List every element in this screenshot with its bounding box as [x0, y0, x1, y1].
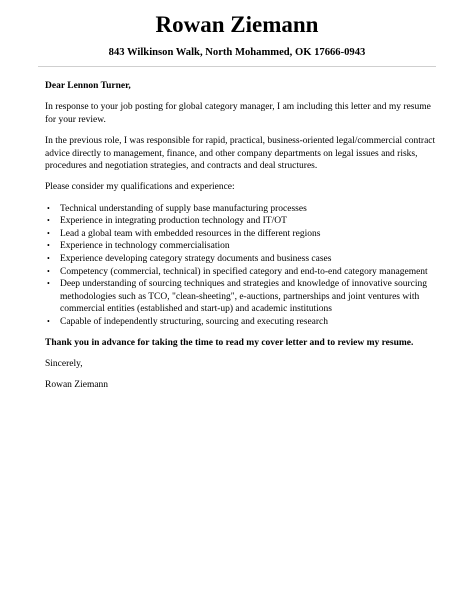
list-item	[45, 215, 437, 228]
bullet-icon: •	[47, 279, 50, 289]
applicant-address: 843 Wilkinson Walk, North Mohammed, OK 17666-0943	[108, 47, 366, 58]
qualification-text: Competency (commercial, technical) in specified category and end-to-end category management	[60, 266, 428, 277]
qualification-text: Capable of independently structuring, sourcing and executing research	[60, 316, 329, 327]
bullet-icon: •	[47, 216, 50, 226]
bullet-icon: •	[47, 266, 50, 276]
qualification-text: Experience in technology commercialisation	[60, 241, 230, 252]
list-item	[45, 266, 437, 279]
bullet-icon: •	[47, 203, 50, 213]
header-divider	[38, 66, 436, 67]
qualifications-list	[45, 203, 437, 329]
qualification-text: Experience developing category strategy documents and business cases	[60, 253, 332, 264]
intro-paragraph: In response to your job posting for global category manager, I am including this letter and my resume for your review.	[45, 102, 431, 125]
list-item	[45, 228, 437, 241]
bullet-icon: •	[47, 241, 50, 251]
bullet-icon: •	[47, 316, 50, 326]
list-item	[45, 203, 437, 216]
letter-body	[45, 80, 437, 401]
qualifications-intro: Please consider my qualifications and experience:	[45, 182, 235, 193]
salutation: Dear Lennon Turner,	[45, 81, 131, 91]
signature-name: Rowan Ziemann	[45, 380, 109, 391]
qualification-text: Experience in integrating production technology and IT/OT	[60, 216, 287, 227]
list-item	[45, 316, 437, 329]
applicant-name: Rowan Ziemann	[155, 12, 319, 37]
qualification-text: Lead a global team with embedded resources in the different regions	[60, 228, 321, 239]
qualification-text: Technical understanding of supply base manufacturing processes	[60, 203, 307, 214]
bullet-icon: •	[47, 228, 50, 238]
list-item	[45, 240, 437, 253]
bullet-icon: •	[47, 253, 50, 263]
thank-you-line: Thank you in advance for taking the time to read my cover letter and to review my resume.	[45, 338, 414, 349]
list-item	[45, 253, 437, 266]
closing: Sincerely,	[45, 359, 83, 370]
experience-paragraph: In the previous role, I was responsible for rapid, practical, business-oriented legal/commercial contract advice directly to management, finance, and other company departments on legal issues and risks, procedures and negotiation strategies, and contracts and deal structures.	[45, 135, 436, 172]
qualification-text: Deep understanding of sourcing techniques and strategies and knowledge of innovative sourcing methodologies such as TCO, "clean-sheeting", e-auctions, partnerships and joint ventures with commercial entities (established and start-up) and academic institutions	[60, 279, 427, 315]
list-item	[45, 278, 437, 316]
